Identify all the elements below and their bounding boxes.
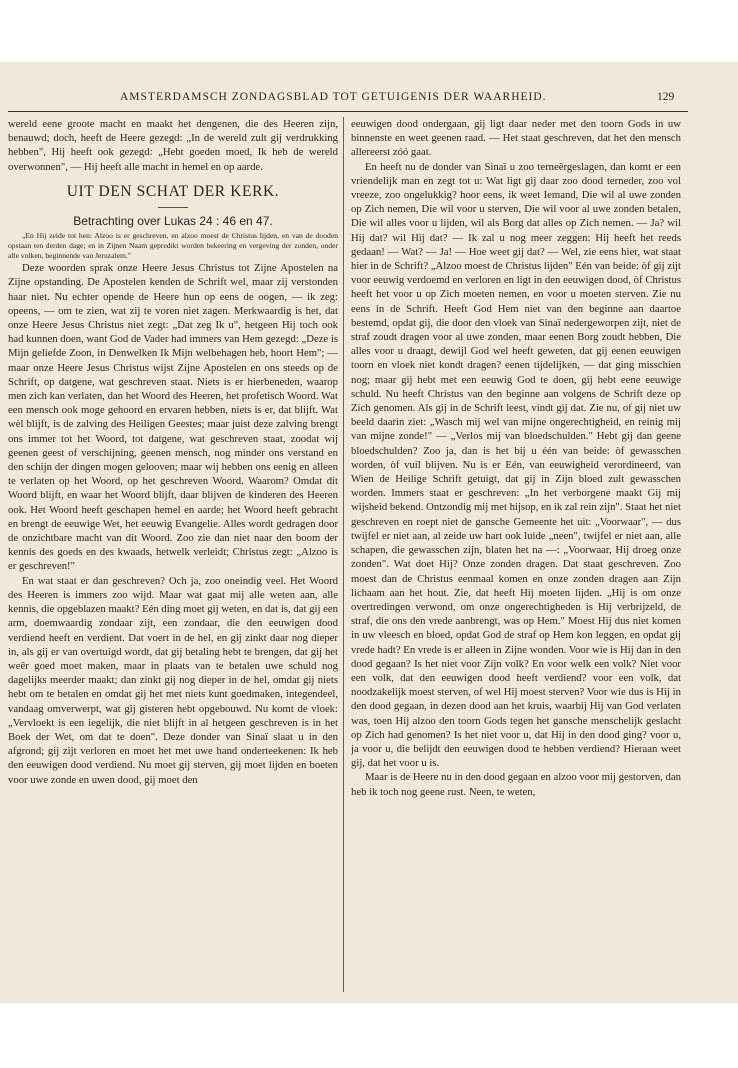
body-paragraph: eeuwigen dood ondergaan, gij ligt daar neder met den toorn Gods in uw binnenste en weet geenen raad. — Het staat geschreven, dat het den mensch allereerst zóó gaat. [351,118,681,159]
left-column [8,117,338,997]
masthead-title: AMSTERDAMSCH ZONDAGSBLAD TOT GETUIGENIS DER WAARHEID. [120,91,547,103]
scripture-epigraph: „En Hij zeide tot hen: Alzoo is er geschreven, en alzoo moest de Christus lijden, en van de dooden opstaan ten derden dage; en in Zijnen Naam gepredikt worden bekeering en vergeving der zonden, onder alle volken, beginnende van Jeruzalem." [8,231,338,261]
sermon-subheading: Betrachting over Lukas 24 : 46 en 47. [73,214,273,229]
right-column [351,117,681,997]
header-rule [8,111,688,112]
column-divider [343,117,344,992]
intro-paragraph: wereld eene groote macht en maakt het dengenen, die des Heeren zijn, benauwd; doch, heeft de Heere gezegd: „In de wereld zult gij verdrukking hebben", Hij heeft ook gezegd: „Hebt goeden moed, Ik heb de wereld overwonnen", — Hij heeft alle macht in hemel en op aarde. [8,118,338,173]
section-heading: UIT DEN SCHAT DER KERK. [66,182,280,200]
body-paragraph: En heeft nu de donder van Sinaï u zoo terneêrgeslagen, dan komt er een vriendelijk man en zegt tot u: Wat ligt gij daar zoo dood terneder, zoo vol vreeze, zoo ongelukkig? hoor eens, ik weet Iemand, Die wil al uwe zonden op Zich nemen, Die wil voor u sterven, Die wil voor al uwe zonden betalen, Die wil alles voor u lijden, wil als Borg dat alles op Zich nemen. — Ja? wil Hij dat? wil Hij dat? — Ik zal u nog meer zeggen: Hij heeft het reeds gedaan! — Wat? — Ja! — Hoe weet gij dat? — Wel, zie eens hier, wat staat hier in de Schrift? „Alzoo moest de Christus lijden" Eén van beide: òf gij zijt voor eeuwig verdoemd en verloren en ligt in den eeuwigen dood, òf Christus heeft het voor u op Zich moeten nemen, en voor u moeten sterven. Zie nu eens in de Schrift. Heeft God Hem niet van den beginne aan daartoe bestemd, opdat gij, die door den vloek van Sinaï nedergeworpen zijt, niet de straf zoudt dragen voor al uwe zonden, maar eenen Borg zoudt hebben, Die alles voor u draagt, dewijl God wel heeft geweten, dat gij eenen eeuwigen toorn en vloek niet kondt dragen? eenen tijdelijken, — dat ging misschien nog; maar gij hebt met een eeuwig God te doen, gij hebt eene eeuwige schuld. Nu heeft Christus van den beginne aan volgens de Schrift deze op Zich genomen. Als gij in de Schrift leest, vindt gij dat. Zie nu, of gij niet uw beeld daarin ziet: „Wasch mij wel van mijne ongerechtigheid, en reinig mij van mijne zonde!" — „Verlos mij van bloedschulden." Hebt gij dan geene bloedschulden? Zoo ja, dan is het bij u één van beide: òf gewasschen worden, òf vuil blijven. Nu is er Eén, van eeuwigheid verordineerd, van Wien de Heilige Schrift getuigt, dat gij in Zijn bloed zult gewasschen worden. Immers staat er geschreven: „In het verborgene maakt Gij mij wijsheid bekend. Ontzondig mij met hijsop, en ik zal rein zijn". Staat het niet geschreven en roept niet de gansche Gemeente het uit: „Voorwaar", — dus twijfel er niet aan, al zeide uw hart ook luide „neen", twijfel er niet aan, alle schapen, die gewasschen zijn, blaten het na —: „Voorwaar, Hij droeg onze zonden". Wat doet Hij? Onze zonden dragen. Dat staat geschreven. Zoo moest dan de Christus eenmaal komen en onze zonden dragen aan Zijn lichaam aan het hout. Zie, dat heeft Hij moeten lijden. „Hij is om onze overtredingen verwond, om onze ongerechtigheden is Hij verbrijzeld, de straf, die ons den vrede aanbrengt, was op Hem." Moest Hij dus niet komen in uw vleesch en bloed, opdat God de straf op Hem kon leggen, en opdat gij vrede hadt? En vrede is er alleen in Zijne wonden. Voor wie is Hij dan in den dood gegaan? Is het niet voor Zijn volk? En voor welk een volk? Niet voor een volk, dat den eeuwigen dood heeft verdiend? voor een volk, dat noodzakelijk moest sterven, of wel Hij moest sterven? Voor wie dus is Hij in den dood gegaan, in dezen dood aan het kruis, waarbij Hij van God verlaten was, toen Hij alzoo den toorn Gods tegen het gansche menschelijk geslacht op Zich had genomen? Is het niet voor u, dat Hij in den dood ging? voor u, ja voor u, die belijdt den eeuwigen dood te hebben verdiend? Hieraan weet gij, dat het voor u is. [351,160,681,770]
page-header [0,91,738,107]
page-number: 129 [657,91,675,103]
newspaper-page [0,62,738,1003]
body-paragraph: Maar is de Heere nu in den dood gegaan en alzoo voor mij gestorven, dan heb ik toch nog geene rust. Neen, te weten, [351,771,681,798]
heading-rule [158,207,188,208]
body-paragraph: Deze woorden sprak onze Heere Jesus Christus tot Zijne Apostelen na Zijne opstanding. De Apostelen kenden de Schrift wel, maar zij verstonden haar niet. Nu echter opende de Heere hun op eens de oogen, — ik zeg: opeens, — om te zien, wat zij te voren niet zagen. Merkwaardig is het, dat onze Heere Jesus Christus niet zegt: „Dat zeg Ik u", hetgeen Hij toch ook had kunnen doen, want God de Vader had immers van Hem gezegd: „Deze is Mijn geliefde Zoon, in Denwelken Ik Mijn welbehagen heb, hoort Hem"; — maar onze Heere Jesus Christus wijst Zijne Apostelen en ons steeds op de Schrift, op datgene, wat geschreven staat. Niets is er hierbeneden, waarop men zich kan verlaten, dan het Woord des Heeren, het profetisch Woord. Wat een mensch ook moge gehoord en ervaren hebben, niets is er, dat blijft. Wat wèl blijft, is de zalving des Heiligen Geestes; maar juist deze zalving brengt ons immer tot het Woord, tot datgene, wat geschreven staat, zoodat wij geenen geest of verschijning, geenen mensch, nog minder ons verstand en den schijn der dingen mogen gelooven; maar wij hebben ons eenig en alleen te verlaten op het Woord, op het geschreven Woord. Waarom? Omdat dit Woord blijft, en waar het Woord blijft, daar blijven de kinderen des Heeren ook. Het Woord heeft geschapen hemel en aarde; het Woord heeft gebracht en brengt de eeuwige Wet, het eeuwig Evangelie. Alles wordt gedragen door de onzichtbare macht van dit Woord. Zoo zie dan niet naar den boom der kennis des goeds en des kwaads, hetwelk verleidt; Christus zegt: „Alzoo is er geschreven!" [8,262,338,573]
body-paragraph: En wat staat er dan geschreven? Och ja, zoo oneindig veel. Het Woord des Heeren is immers zoo wijd. Maar wat gaat mij alle weten aan, alle kennis, die opgeblazen maakt? Eén ding moet gij weten, en dat is, dat gij een arm, doemwaardig zondaar zijt, een zondaar, die den eeuwigen dood verdiend heeft en verdient. Dat voert in de hel, en gij zinkt daar nog dieper in, als gij er van overtuigd wordt, dat gij betaling hebt te brengen, dat gij het weêr goed moet maken, maar in plaats van te betalen uwe schuld nog dagelijks meerder maakt; dan zinkt gij nog dieper in de hel, omdat gij niets hebt om te betalen en omdat gij het met niets kunt goedmaken, integendeel, vandaag omverwerpt, wat gij gisteren hebt opgebouwd. Nu komt de vloek: „Vervloekt is een iegelijk, die niet blijft in al hetgeen geschreven is in het Boek der Wet, om dat te doen". Deze donder van Sinaï slaat u in den afgrond; gij zijt verloren en moet het met uwe hand onderteekenen: Ik heb den eeuwigen dood verdiend. Nu moet gij sterven, gij moet lijden en boeten voor uwe zonde en uwen dood, gij moet den [8,574,338,786]
